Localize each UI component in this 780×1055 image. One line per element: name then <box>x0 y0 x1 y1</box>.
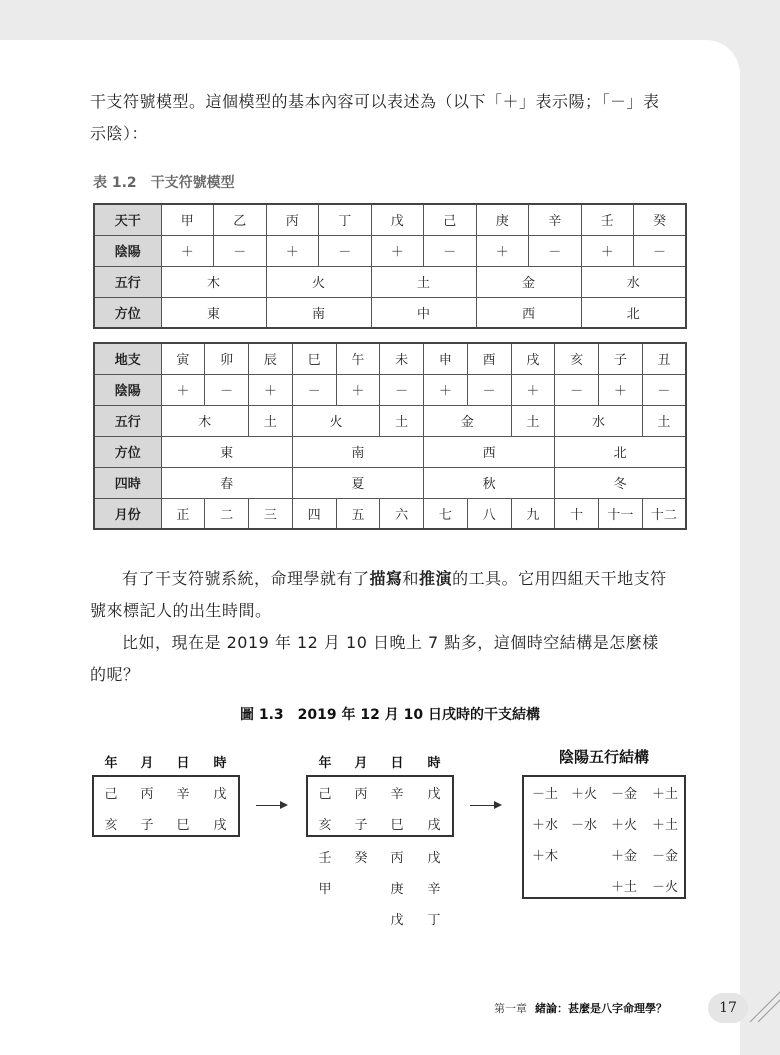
hidden-stem: 庚 <box>390 882 404 897</box>
table-cell: ＋ <box>266 235 319 266</box>
table-cell: 壬 <box>581 204 634 235</box>
hidden-stem: 丁 <box>427 913 441 928</box>
yin-yang-element: －水 <box>570 818 597 833</box>
table-cell: － <box>319 235 372 266</box>
arrow-right-icon <box>470 805 500 806</box>
corner-slash-icon <box>748 988 780 1024</box>
table-cell: 東 <box>161 297 266 328</box>
yin-yang-element: ＋水 <box>531 818 558 833</box>
table-cell: 土 <box>642 405 686 436</box>
table-cell: 六 <box>380 498 424 529</box>
heavenly-stem: 己 <box>104 787 118 802</box>
intro-line-1: 干支符號模型。這個模型的基本內容可以表述為（以下「＋」表示陽；「－」表 <box>90 92 660 111</box>
table-row <box>94 405 686 436</box>
table-cell: 丁 <box>319 204 372 235</box>
table-cell: 火 <box>266 266 371 297</box>
yin-yang-element: －火 <box>651 880 678 895</box>
table-cell: ＋ <box>336 374 380 405</box>
footer-chapter: 第一章 <box>494 1002 527 1015</box>
table-cell: 十一 <box>599 498 643 529</box>
table-cell: 七 <box>424 498 468 529</box>
intro-paragraph <box>90 86 690 150</box>
table-row <box>94 436 686 467</box>
heavenly-stem: 戊 <box>213 787 227 802</box>
earthly-branch: 子 <box>354 818 368 833</box>
hidden-stem: 丙 <box>390 851 404 866</box>
figure-title: 圖 1.3 2019 年 12 月 10 日戌時的干支結構 <box>240 707 540 723</box>
row-header: 陰陽 <box>94 374 161 405</box>
table-cell: 土 <box>371 266 476 297</box>
table-cell: ＋ <box>161 235 214 266</box>
stems-table <box>93 203 687 329</box>
table-cell: 西 <box>476 297 581 328</box>
table-cell: 十 <box>555 498 599 529</box>
row-header: 陰陽 <box>94 235 161 266</box>
yin-yang-element: ＋火 <box>570 787 597 802</box>
table-cell: 亥 <box>555 343 599 374</box>
pillar-header: 時 <box>213 756 227 771</box>
table-cell: 庚 <box>476 204 529 235</box>
yin-yang-element: ＋土 <box>651 818 678 833</box>
heavenly-stem: 戊 <box>427 787 441 802</box>
yin-yang-element: －土 <box>531 787 558 802</box>
earthly-branch: 戌 <box>427 818 441 833</box>
table-cell: 丑 <box>642 343 686 374</box>
pillar-header: 年 <box>318 756 332 771</box>
table-cell: ＋ <box>599 374 643 405</box>
table-cell: － <box>634 235 687 266</box>
yin-yang-box <box>522 775 686 899</box>
table-cell: － <box>529 235 582 266</box>
row-header: 四時 <box>94 467 161 498</box>
table-cell: 二 <box>205 498 249 529</box>
page-sheet <box>0 40 740 1055</box>
table-cell: － <box>642 374 686 405</box>
heavenly-stem: 己 <box>318 787 332 802</box>
pillar-header: 時 <box>427 756 441 771</box>
table-cell: － <box>424 235 477 266</box>
heavenly-stem: 丙 <box>140 787 154 802</box>
table-cell: ＋ <box>371 235 424 266</box>
table-cell: 申 <box>424 343 468 374</box>
table-cell: ＋ <box>511 374 555 405</box>
earthly-branch: 亥 <box>104 818 118 833</box>
table-cell: 秋 <box>424 467 555 498</box>
heavenly-stem: 辛 <box>176 787 190 802</box>
table-cell: 辰 <box>249 343 293 374</box>
table-cell: 辛 <box>529 204 582 235</box>
row-header: 五行 <box>94 405 161 436</box>
table-cell: 戌 <box>511 343 555 374</box>
intro-line-2: 示陰）： <box>90 124 149 143</box>
table-cell: 五 <box>336 498 380 529</box>
table-cell: ＋ <box>161 374 205 405</box>
heavenly-stem: 丙 <box>354 787 368 802</box>
yin-yang-element: ＋土 <box>651 787 678 802</box>
table-cell: 未 <box>380 343 424 374</box>
table-cell: 卯 <box>205 343 249 374</box>
table-cell: 南 <box>292 436 423 467</box>
paragraph-tools: 有了干支符號系統，命理學就有了描寫和推演的工具。它用四組天干地支符 號來標記人的出生時間。 <box>90 569 667 620</box>
hidden-stem: 辛 <box>427 882 441 897</box>
row-header: 方位 <box>94 436 161 467</box>
table-cell: 戊 <box>371 204 424 235</box>
bold-describe: 描寫 <box>369 569 403 588</box>
earthly-branch: 戌 <box>213 818 227 833</box>
table-cell: 西 <box>424 436 555 467</box>
table-cell: 九 <box>511 498 555 529</box>
row-header: 五行 <box>94 266 161 297</box>
pillar-header: 日 <box>176 756 190 771</box>
table-cell: 北 <box>581 297 686 328</box>
table-cell: 酉 <box>467 343 511 374</box>
table-cell: 三 <box>249 498 293 529</box>
table-cell: 乙 <box>214 204 267 235</box>
table-cell: 子 <box>599 343 643 374</box>
yin-yang-element: ＋木 <box>531 849 558 864</box>
pillar-header: 年 <box>104 756 118 771</box>
table-cell: 水 <box>581 266 686 297</box>
table-cell: 四 <box>292 498 336 529</box>
row-header: 月份 <box>94 498 161 529</box>
table-cell: 金 <box>424 405 512 436</box>
hidden-stem: 癸 <box>354 851 368 866</box>
table-cell: － <box>467 374 511 405</box>
yin-yang-element: ＋土 <box>610 880 637 895</box>
pillars-box-expanded <box>306 775 454 837</box>
table-cell: － <box>555 374 599 405</box>
table-row <box>94 266 686 297</box>
table-cell: 木 <box>161 405 249 436</box>
table-row <box>94 235 686 266</box>
pillar-header: 月 <box>140 756 154 771</box>
table-cell: － <box>380 374 424 405</box>
page-number: 17 <box>708 993 748 1023</box>
row-header: 地支 <box>94 343 161 374</box>
table-cell: － <box>292 374 336 405</box>
paragraph-example: 比如，現在是 2019 年 12 月 10 日晚上 7 點多，這個時空結構是怎麼樣 的呢？ <box>90 633 659 684</box>
table-cell: 冬 <box>555 467 686 498</box>
table-row <box>94 498 686 529</box>
hidden-stem: 甲 <box>318 882 332 897</box>
earthly-branch: 亥 <box>318 818 332 833</box>
table-cell: 火 <box>292 405 380 436</box>
table-cell: 土 <box>380 405 424 436</box>
table-cell: ＋ <box>249 374 293 405</box>
yin-yang-element: －金 <box>610 787 637 802</box>
earthly-branch: 子 <box>140 818 154 833</box>
earthly-branch: 巳 <box>390 818 404 833</box>
table-cell: 寅 <box>161 343 205 374</box>
pillar-header: 月 <box>354 756 368 771</box>
table-row <box>94 374 686 405</box>
table-cell: 甲 <box>161 204 214 235</box>
table-cell: － <box>205 374 249 405</box>
yin-yang-element: －金 <box>651 849 678 864</box>
table-cell: － <box>214 235 267 266</box>
table-cell: 中 <box>371 297 476 328</box>
table-row <box>94 467 686 498</box>
table-cell: 南 <box>266 297 371 328</box>
table-cell: 午 <box>336 343 380 374</box>
table-caption: 表 1.2 干支符號模型 <box>93 175 235 191</box>
table-cell: 北 <box>555 436 686 467</box>
pillar-header: 日 <box>390 756 404 771</box>
table-cell: 正 <box>161 498 205 529</box>
heavenly-stem: 辛 <box>390 787 404 802</box>
table-row <box>94 343 686 374</box>
table-cell: 己 <box>424 204 477 235</box>
table-cell: ＋ <box>581 235 634 266</box>
table-cell: 夏 <box>292 467 423 498</box>
row-header: 天干 <box>94 204 161 235</box>
table-row <box>94 204 686 235</box>
earthly-branch: 巳 <box>176 818 190 833</box>
table-cell: 丙 <box>266 204 319 235</box>
table-cell: 土 <box>511 405 555 436</box>
table-cell: 癸 <box>634 204 687 235</box>
table-cell: 巳 <box>292 343 336 374</box>
table-cell: 木 <box>161 266 266 297</box>
table-cell: 水 <box>555 405 643 436</box>
page-footer <box>494 1000 667 1016</box>
yin-yang-element: ＋金 <box>610 849 637 864</box>
table-cell: ＋ <box>476 235 529 266</box>
table-cell: ＋ <box>424 374 468 405</box>
pillars-box <box>92 775 240 837</box>
row-header: 方位 <box>94 297 161 328</box>
hidden-stem: 戊 <box>390 913 404 928</box>
arrow-right-icon <box>256 805 286 806</box>
branches-table <box>93 342 687 530</box>
yin-yang-element: ＋火 <box>610 818 637 833</box>
table-cell: 金 <box>476 266 581 297</box>
table-cell: 十二 <box>642 498 686 529</box>
yin-yang-title: 陰陽五行結構 <box>558 748 649 766</box>
table-cell: 土 <box>249 405 293 436</box>
table-row <box>94 297 686 328</box>
table-cell: 八 <box>467 498 511 529</box>
table-cell: 春 <box>161 467 292 498</box>
footer-title: 緒論：甚麼是八字命理學？ <box>535 1002 667 1015</box>
bold-deduce: 推演 <box>419 569 453 588</box>
hidden-stem: 戊 <box>427 851 441 866</box>
hidden-stem: 壬 <box>318 851 332 866</box>
table-cell: 東 <box>161 436 292 467</box>
